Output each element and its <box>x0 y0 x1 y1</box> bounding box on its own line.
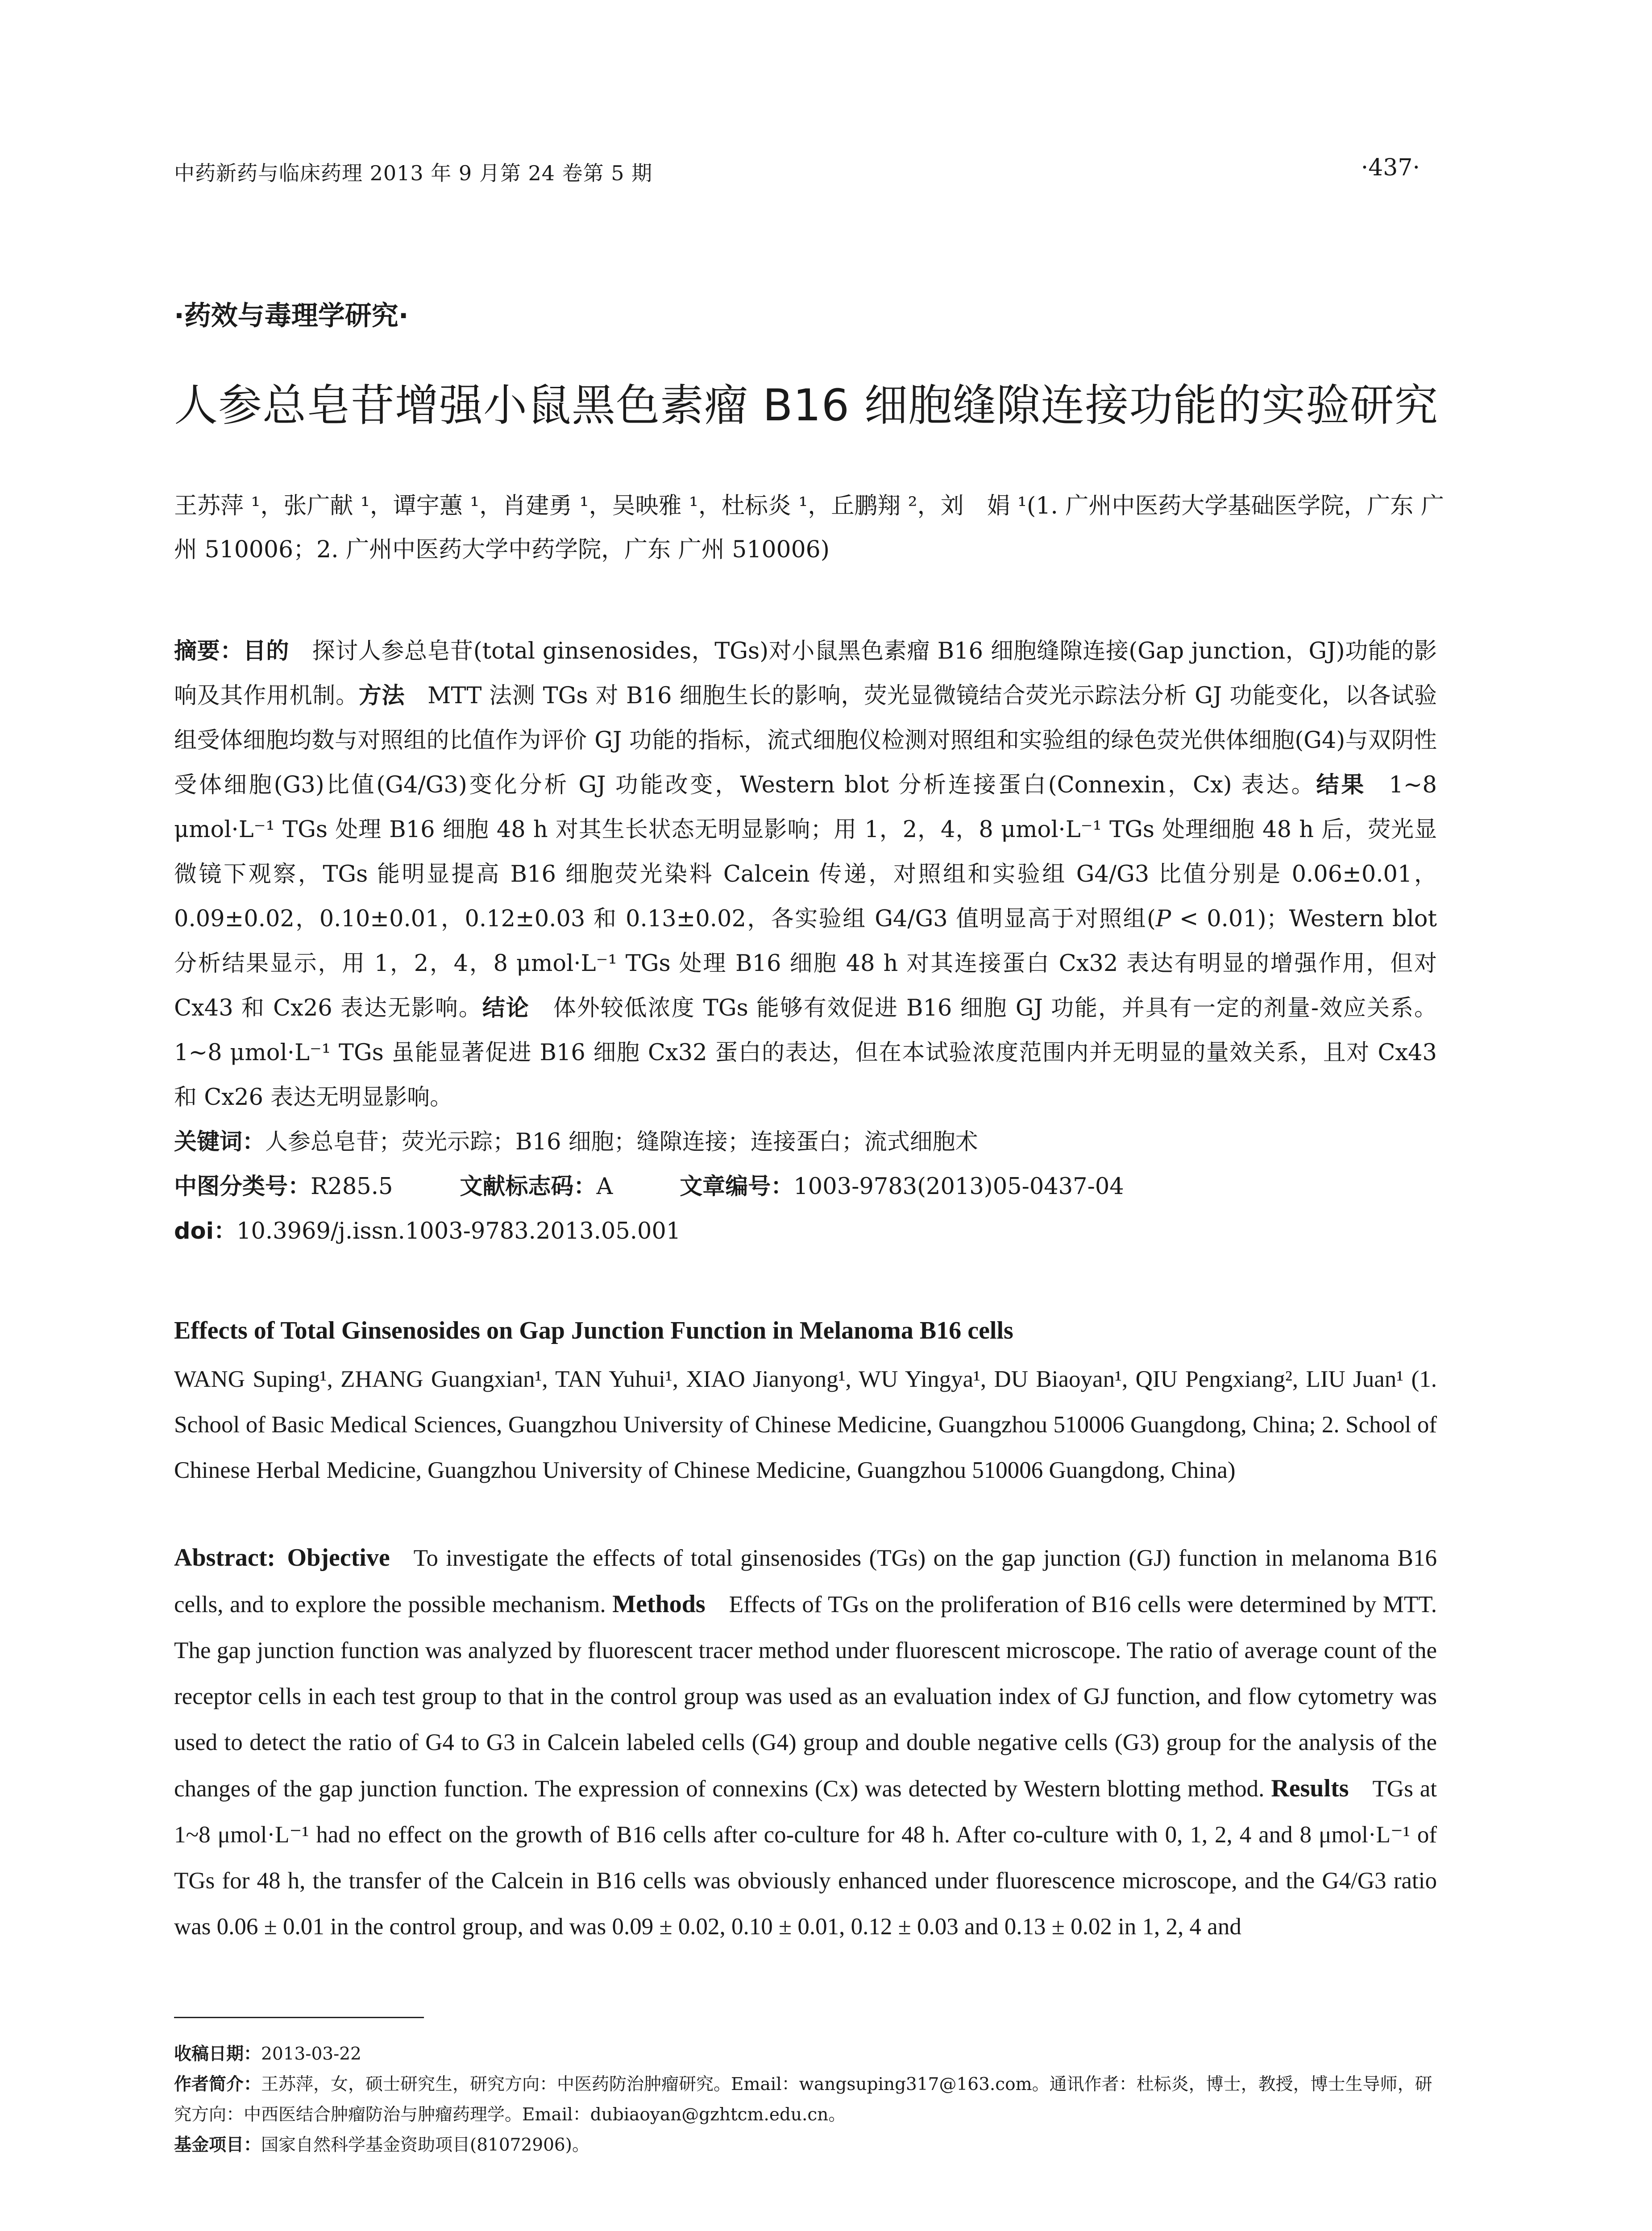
methods-label: 方法 <box>358 683 405 709</box>
keywords-value: 人参总皂苷；荧光示踪；B16 细胞；缝隙连接；连接蛋白；流式细胞术 <box>265 1129 978 1155</box>
results-label: 结果 <box>1316 772 1366 798</box>
objective-text: 探讨人参总皂苷(total ginsenosides，TGs)对小鼠黑色素瘤 B16 细胞缝隙连接(Gap junction，GJ)功能的影响及其作用机制。 <box>174 638 1437 709</box>
received-date: 2013-03-22 <box>261 2044 361 2064</box>
running-head: 中药新药与临床药理 2013 年 9 月第 24 卷第 5 期 <box>174 161 653 185</box>
english-results-label: Results <box>1271 1775 1349 1802</box>
fund-footnote <box>174 2130 1437 2161</box>
authors-cn: 王苏萍 ¹，张广献 ¹，谭宇蕙 ¹，肖建勇 ¹，吴映雅 ¹，杜标炎 ¹，丘鹏翔 ²，刘 娟 ¹(1. 广州中医药大学基础医学院，广东 广州 510006；2. 广州中医药大学中药学院，广东 广州 510006) <box>174 493 1444 563</box>
author-info-label: 作者简介： <box>174 2074 261 2094</box>
article-number-value: 1003-9783(2013)05-0437-04 <box>793 1174 1124 1200</box>
english-objective-text: To investigate the effects of total ginsenosides (TGs) on the gap junction (GJ) function in melanoma B16 cells, and to explore the possible mechanism. <box>174 1545 1437 1617</box>
doi-value: 10.3969/j.issn.1003-9783.2013.05.001 <box>237 1218 681 1244</box>
abstract-label: 摘要： <box>174 638 243 664</box>
doc-code-value: A <box>596 1174 613 1200</box>
english-authors: WANG Suping¹, ZHANG Guangxian¹, TAN Yuhui¹, XIAO Jianyong¹, WU Yingya¹, DU Biaoyan¹, QIU Pengxiang², LIU Juan¹ (1. School of Basic Medical Sciences, Guangzhou University of Chinese Medicine, Guangzhou 510006 Guangdong, China; 2. School of Chinese Herbal Medicine, Guangzhou University of Chinese Medicine, Guangzhou 510006 Guangdong, China) <box>174 1366 1437 1483</box>
objective-label: 目的 <box>243 638 289 664</box>
fund-label: 基金项目： <box>174 2135 261 2155</box>
p-symbol: P <box>1155 906 1171 932</box>
doc-code-label: 文献标志码： <box>460 1174 597 1200</box>
english-results-text: TGs at 1~8 μmol·L⁻¹ had no effect on the growth of B16 cells after co-culture for 48 h. After co-culture with 0, 1, 2, 4 and 8 μmol·L⁻¹ of TGs for 48 h, the transfer of the Calcein in B16 cells was obviously enhanced under fluorescence microscope, and the G4/G3 ratio was 0.06 ± 0.01 in the control group, and was 0.09 ± 0.02, 0.10 ± 0.01, 0.12 ± 0.03 and 0.13 ± 0.02 in 1, 2, 4 and <box>174 1776 1437 1940</box>
english-methods-label: Methods <box>612 1590 706 1618</box>
english-abstract <box>174 1535 1437 1950</box>
english-abstract-label: Abstract: <box>174 1544 276 1572</box>
author-info: 王苏萍，女，硕士研究生，研究方向：中医药防治肿瘤研究。Email：wangsuping317@163.com。通讯作者：杜标炎，博士，教授，博士生导师，研究方向：中西医结合肿瘤防治与肿瘤药理学。Email：dubiaoyan@gzhtcm.edu.cn。 <box>174 2074 1432 2125</box>
clc-label: 中图分类号： <box>174 1174 311 1200</box>
author-footnote <box>174 2069 1437 2130</box>
conclusion-text: 体外较低浓度 TGs 能够有效促进 B16 细胞 GJ 功能，并具有一定的剂量-效应关系。1~8 μmol·L⁻¹ TGs 虽能显著促进 B16 细胞 Cx32 蛋白的表达，但在本试验浓度范围内并无明显的量效关系，且对 Cx43 和 Cx26 表达无明显影响。 <box>174 995 1437 1111</box>
page-number: ·437· <box>1361 154 1420 181</box>
received-footnote <box>174 2039 1437 2069</box>
results-text-2: < 0.01)；Western blot 分析结果显示，用 1，2，4，8 μmol·L⁻¹ TGs 处理 B16 细胞 48 h 对其连接蛋白 Cx32 表达有明显的增强作用，但对 Cx43 和 Cx26 表达无影响。 <box>174 906 1437 1021</box>
classification-line <box>174 1165 1437 1209</box>
english-methods-text: Effects of TGs on the proliferation of B16 cells were determined by MTT. The gap junction function was analyzed by fluorescent tracer method under fluorescent microscope. The ratio of average count of the receptor cells in each test group to that in the control group was used as an evaluation index of GJ function, and flow cytometry was used to detect the ratio of G4 to G3 in Calcein labeled cells (G4) group and double negative cells (G3) group for the analysis of the changes of the gap junction function. The expression of connexins (Cx) was detected by Western blotting method. <box>174 1592 1437 1802</box>
keywords-line <box>174 1120 1437 1165</box>
keywords-label: 关键词： <box>174 1129 266 1155</box>
abstract-cn <box>174 629 1437 1254</box>
results-text-1: 1~8 μmol·L⁻¹ TGs 处理 B16 细胞 48 h 对其生长状态无明显影响；用 1，2，4，8 μmol·L⁻¹ TGs 处理细胞 48 h 后，荧光显微镜下观察，TGs 能明显提高 B16 细胞荧光染料 Calcein 传递，对照组和实验组 G4/G3 比值分别是 0.06±0.01，0.09±0.02，0.10±0.01，0.12±0.03 和 0.13±0.02，各实验组 G4/G3 值明显高于对照组( <box>174 772 1437 932</box>
footnotes <box>174 2039 1437 2161</box>
article-number-label: 文章编号： <box>680 1174 794 1200</box>
footnote-rule <box>174 2017 424 2018</box>
fund-info: 国家自然科学基金资助项目(81072906)。 <box>261 2135 589 2155</box>
doi-label: doi： <box>174 1218 237 1244</box>
methods-text: MTT 法测 TGs 对 B16 细胞生长的影响，荧光显微镜结合荧光示踪法分析 GJ 功能变化，以各试验组受体细胞均数与对照组的比值作为评价 GJ 功能的指标，流式细胞仪检测对照组和实验组的绿色荧光供体细胞(G4)与双阴性受体细胞(G3)比值(G4/G3)变化分析 GJ 功能改变，Western blot 分析连接蛋白(Connexin，Cx) 表达。 <box>174 683 1437 798</box>
english-title: Effects of Total Ginsenosides on Gap Junction Function in Melanoma B16 cells <box>174 1317 1013 1344</box>
conclusion-label: 结论 <box>482 995 530 1021</box>
doi-line <box>174 1209 1437 1254</box>
section-tag: ·药效与毒理学研究· <box>174 300 409 332</box>
english-objective-label: Objective <box>287 1544 390 1572</box>
article-title: 人参总皂苷增强小鼠黑色素瘤 B16 细胞缝隙连接功能的实验研究 <box>174 380 1439 431</box>
clc-value: R285.5 <box>311 1174 393 1200</box>
received-label: 收稿日期： <box>174 2044 261 2064</box>
